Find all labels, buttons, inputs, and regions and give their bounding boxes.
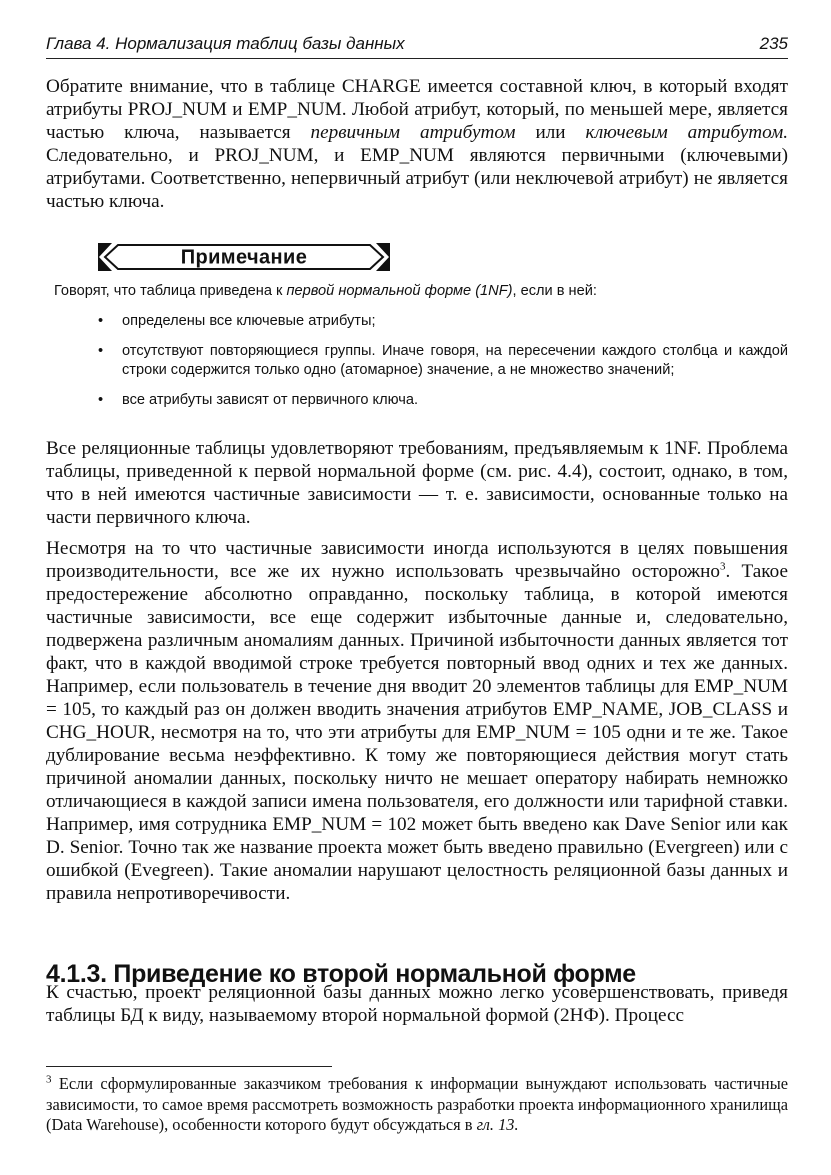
bullet-icon: • bbox=[98, 313, 104, 329]
list-item bbox=[54, 342, 788, 380]
paragraph-text: Обратите внимание, что в таблице CHARGE имеется составной ключ, в который входят атрибуты PROJ_NUM и EMP_NUM. Любой атрибут, который, по меньшей мере, является частью ключа, называется bbox=[46, 76, 788, 143]
paragraph-text: Несмотря на то что частичные зависимости иногда используются в целях повышения производительности, все же их нужно использовать чрезвычайно осторожно bbox=[46, 538, 788, 582]
term-prime-attribute: первичным атрибутом bbox=[310, 122, 516, 143]
paragraph-1nf-problem: Все реляционные таблицы удовлетворяют требованиям, предъявляемым к 1NF. Проблема таблицы, приведенной к первой нормальной форме (см. рис. 4.4), состоит, однако, в том, что в ней имеются частичные зависимости — т. е. зависимости, основанные только на части первичного ключа. bbox=[46, 438, 788, 528]
note-intro bbox=[54, 282, 788, 301]
paragraph-text: или bbox=[515, 122, 586, 143]
list-item-text: определены все ключевые атрибуты; bbox=[122, 313, 376, 329]
page-number: 235 bbox=[759, 34, 788, 53]
footnote-chapter-ref: гл. 13. bbox=[476, 1115, 519, 1134]
header-rule bbox=[46, 58, 788, 59]
note-list bbox=[54, 312, 788, 410]
term-1nf: первой нормальной форме (1NF) bbox=[286, 283, 513, 299]
paragraph-text: . Такое предостережение абсолютно оправданно, поскольку таблица, в которой имеются частичные зависимости, все еще содержит избыточные данные и, следовательно, подвержена различным аномалиям данных. Причиной избыточности данных является тот факт, что в каждой вводимой строке требуется повторный ввод одних и тех же данных. Например, если пользователь в течение дня вводит 20 элементов таблицы для EMP_NUM = 105, то каждый раз он должен вводить значения атрибутов EMP_NAME, JOB_CLASS и CHG_HOUR, несмотря на то, что эти атрибуты для EMP_NUM = 105 одни и те же. Такое дублирование весьма неэффективно. К тому же повторяющиеся действия могут стать причиной аномалии данных, поскольку ничто не мешает оператору набирать немножко отличающиеся в каждой записи имена пользователя, его должности или тарифной ставки. Например, имя сотрудника EMP_NUM = 102 может быть введено как Dave Senior или как D. Senior. Точно так же название проекта может быть введено правильно (Evergreen) или с ошибкой (Evegreen). Такие аномалии нарушают целостность реляционной базы данных и правила непротиворечивости. bbox=[46, 561, 788, 904]
section-heading: 4.1.3. Приведение ко второй нормальной форме bbox=[46, 960, 636, 988]
list-item-text: все атрибуты зависят от первичного ключа. bbox=[122, 392, 419, 408]
list-item bbox=[54, 391, 788, 410]
running-header-title: Глава 4. Нормализация таблиц базы данных bbox=[46, 34, 405, 53]
footnote-mark: 3 bbox=[46, 1073, 52, 1086]
paragraph-2nf-intro: К счастью, проект реляционной базы данных можно легко усовершенствовать, приведя таблицы БД к виду, называемому второй нормальной формой (2НФ). Процесс bbox=[46, 982, 788, 1026]
note-badge bbox=[98, 240, 390, 274]
footnote-rule bbox=[46, 1066, 332, 1067]
running-header bbox=[46, 34, 788, 60]
paragraph-text: Следовательно, и PROJ_NUM, и EMP_NUM являются первичными (ключевыми) атрибутами. Соответственно, непервичный атрибут (или неключевой атрибут) не является частью ключа. bbox=[46, 145, 788, 212]
list-item-text: отсутствуют повторяющиеся группы. Иначе говоря, на пересечении каждого столбца и каждой строки содержится только одно (атомарное) значение, а не множество значений; bbox=[122, 343, 788, 378]
bullet-icon: • bbox=[98, 343, 104, 359]
note-label: Примечание bbox=[180, 246, 308, 269]
note-intro-text: , если в ней: bbox=[512, 283, 597, 299]
term-key-attribute: ключевым атрибутом. bbox=[585, 122, 788, 143]
bullet-icon: • bbox=[98, 392, 104, 408]
footnote-text: Если сформулированные заказчиком требования к информации вынуждают использовать частичные зависимости, то самое время рассмотреть возможность разработки проекта информационного хранилища (Data Warehouse), особенности которого будут обсуждаться в bbox=[46, 1074, 788, 1134]
paragraph-partial-dependencies bbox=[46, 537, 788, 905]
note-banner-shape bbox=[98, 240, 390, 274]
paragraph-composite-key bbox=[46, 75, 788, 213]
note-box bbox=[54, 282, 788, 421]
book-page bbox=[46, 0, 788, 1175]
list-item bbox=[54, 312, 788, 331]
note-intro-text: Говорят, что таблица приведена к bbox=[54, 283, 287, 299]
footnote-ref: 3 bbox=[719, 560, 726, 573]
footnote bbox=[46, 1074, 788, 1136]
